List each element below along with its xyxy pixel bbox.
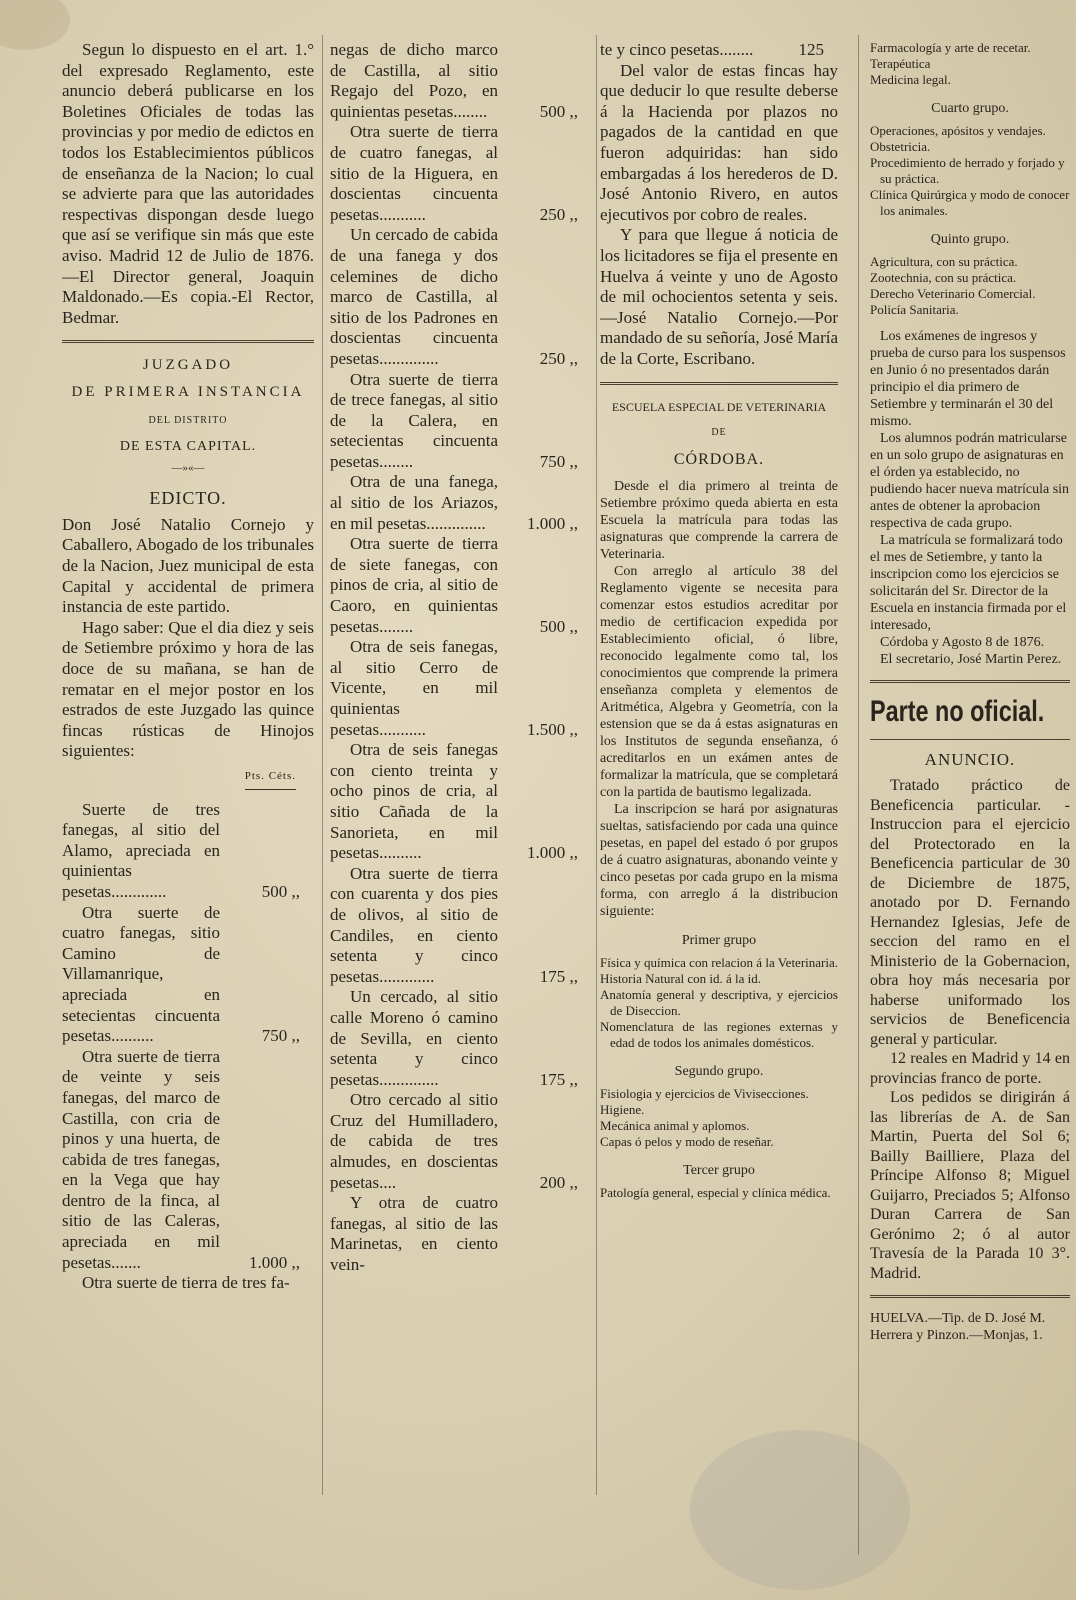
group-title: Primer grupo (681, 933, 757, 949)
section-divider (870, 680, 1070, 683)
column-rule (596, 35, 597, 1495)
enrollment-note: Los alumnos podrán matricularse en un solo grupo de asignaturas en el órden ya establecido, no pudiendo hacer nueva matrícula sin antes de obtener la aprobacion respectiva de cada grupo. (870, 431, 1070, 531)
lot-item: Otra suerte de tierra con cuarenta y dos pies de olivos, al sitio de Candiles, en ciento setenta y cinco pesetas............. 175 ,, (330, 863, 578, 986)
lot-item: Otra suerte de tierra de cuatro fanegas, al sitio de la Higuera, en doscientas cincuenta pesetas........... 250 ,, (330, 122, 578, 224)
school-heading: ESCUELA ESPECIAL DE VETERINARIA (611, 399, 827, 414)
lot-item: Otra de una fanega, al sitio de los Ariazos, en mil pesetas.............. 1.000 ,, (330, 472, 578, 533)
notice-signature: Y para que llegue á noticia de los licitadores se fija el presente en Huelva á veinte y uno de Agosto de mil ochocientos setenta y seis.—José Natalio Cornejo.—Por mandado de su señoría, José María de la Corte, Escribano. (600, 225, 838, 368)
group-title: Cuarto grupo. (931, 101, 1009, 116)
court-heading-2: DE PRIMERA INSTANCIA (71, 383, 305, 400)
school-notice-continued (870, 40, 1070, 668)
subject-item: Patología general, especial y clínica médica. (600, 1185, 831, 1201)
subject-item: Derecho Veterinario Comercial. (870, 286, 1036, 301)
section-divider (870, 1295, 1070, 1298)
column-1 (62, 40, 314, 1294)
paper-stain (0, 0, 70, 50)
subject-item: Fisiologia y ejercicios de Vivisecciones. (600, 1086, 809, 1102)
enrollment-period-note: La matrícula se formalizará todo el mes de Setiembre, y tanto la inscripcion como los ejercicios se solicitarán del Sr. Director de la Escuela en instancia firmada por el interesado, (870, 533, 1067, 633)
price-header: Pts. Céts. (62, 766, 314, 790)
subject-item: Procedimiento de herrado y forjado y su práctica. (870, 155, 1065, 186)
court-heading-3: DEL DISTRITO (148, 414, 228, 426)
section-title: Parte no oficial. (870, 695, 1045, 728)
subject-item: Medicina legal. (870, 72, 951, 87)
deduction-note: Del valor de estas fincas hay que deducir lo que resulte deberse á la Hacienda por plazos no pagados de la cantidad en que fueron adquiridas: han sido embargadas á los herederos de D. José Antonio Rivero, en autos ejecutivos por cobro de reales. (600, 60, 838, 224)
group-title: Segundo grupo. (674, 1064, 764, 1080)
subject-item: Operaciones, apósitos y vendajes. (870, 123, 1046, 138)
subject-item: Capas ó pelos y modo de reseñar. (600, 1134, 774, 1150)
lot-item: Un cercado, al sitio calle Moreno ó camino de Sevilla, en ciento setenta y cinco pesetas.............. 175 ,, (330, 987, 578, 1089)
subject-item: Terapéutica (870, 56, 931, 71)
divider (870, 739, 1070, 740)
lot-item: Otra de seis fanegas con ciento treinta y ocho pinos de cria, al sitio Cañada de la Sanorieta, en mil pesetas.......... 1.000 ,, (330, 740, 578, 863)
auction-notice: Hago saber: Que el dia diez y seis de Setiembre próximo y hora de las doce de su mañana, se han de rematar en el mejor postor en los estrados de este Juzgado las quince fincas rústicas de Hinojos siguientes: (62, 617, 314, 761)
school-notice: Desde el dia primero al treinta de Setiembre próximo queda abierta en esta Escuela la matrícula para todas las asignaturas que comprende la carrera de Veterinaria. Con arreglo al artículo 38 del Reglamento vigente se necesita para comenzar estos estudios acreditar por medio de certificacion expedida por Establecimiento oficial, ó libre, reconocido legalmente como tal, los conocimientos que comprende la primera enseñanza completa y elementos de Aritmética, Algebra y Geometría, con la estension que se da á estas asignaturas en los Institutos de segunda enseñanza, ó acreditarlos en un exámen antes de formalizar la matrícula, que se completará con la partida de bautismo legalizada. La inscripcion se hará por asignaturas sueltas, satisfaciendo por cada una quince pesetas, en papel del estado ó por grupos de á cuatro asignaturas, abonando veinte y cinco pesetas por cada grupo en la misma forma, con arreglo á la distribucion siguiente: Primer grupo Física y química con relacion á la Veterinaria. Historia Natural con id. á la id. Anatomía general y descriptiva, y ejercicios de Diseccion. Nomenclatura de las regiones externas y edad de todos los animales domésticos. Segundo grupo. Fisiologia y ejercicios de Vivisecciones. Higiene. Mecánica animal y aplomos. Capas ó pelos y modo de reseñar. Tercer grupo Patología general, especial y clínica médica. (600, 479, 838, 1201)
column-3 (600, 40, 838, 1201)
lot-item: negas de dicho marco de Castilla, al sitio Regajo del Pozo, en quinientas pesetas........ 500 ,, (330, 40, 578, 121)
lot-item-continued: Otra suerte de tierra de tres fa- (82, 1273, 290, 1293)
watermark-seal (690, 1430, 910, 1590)
subject-item: Nomenclatura de las regiones externas y edad de todos los animales domésticos. (600, 1019, 838, 1051)
signature-date: Córdoba y Agosto 8 de 1876. (880, 635, 1045, 650)
lot-item: Otra de seis fanegas, al sitio Cerro de Vicente, en mil quinientas pesetas........... 1.500 ,, (330, 637, 578, 739)
section-divider (600, 382, 838, 385)
exam-note: Los exámenes de ingresos y prueba de curso para los suspensos en Junio ó no presentados darán principio el dia primero de Setiembre y terminarán el 30 del mismo. (870, 329, 1066, 429)
edicto-title: EDICTO. (149, 488, 227, 509)
subject-item: Agricultura, con su práctica. (870, 254, 1018, 269)
subject-item: Policía Sanitaria. (870, 302, 959, 317)
group-title: Tercer grupo (683, 1163, 755, 1179)
subject-item: Farmacología y arte de recetar. (870, 40, 1031, 55)
lot-item: Otra suerte de tierra de veinte y seis fanegas, del marco de Castilla, con cria de pinos y una huerta, de cabida de tres fanegas, en la Vega que hay dentro de la finca, al sitio de las Caleras, apreciada en mil pesetas....... 1.000 ,, (62, 1046, 300, 1272)
subject-item: Zootechnia, con su práctica. (870, 270, 1017, 285)
subject-item: Obstetricia. (870, 139, 931, 154)
lot-item: Un cercado de cabida de una fanega y dos celemines de dicho marco de Castilla, al sitio de los Padrones en doscientas cincuenta pesetas.............. 250 ,, (330, 225, 578, 368)
lot-item: te y cinco pesetas........ 125 (600, 40, 824, 59)
column-2 (330, 40, 592, 1276)
school-heading-3: CÓRDOBA. (673, 450, 765, 468)
column-rule (858, 35, 859, 1555)
column-4 (870, 40, 1070, 1344)
advert-body: Tratado práctico de Beneficencia particular. -Instruccion para el ejercicio del Protectorado en la Beneficencia particular de 30 de Diciembre de 1875, anotado por D. Fernando Hernandez Iglesias, Jefe de seccion del ramo en el Ministerio de la Gobernacion, obra hoy más necesaria por haberse uniformado los servicios de Beneficencia general y particular. 12 reales en Madrid y 14 en provincias franco de porte. Los pedidos se dirigirán á las librerías de A. de San Martin, Puerta del Sol 6; Bailly Bailliere, Plaza del Príncipe Alfonso 8; Miguel Guijarro, Preciados 5; Alfonso Duran Carrera de San Gerónimo 2; ó al autor Travesía de la Parada 10 3°. Madrid. (870, 777, 1070, 1282)
subject-item: Historia Natural con id. á la id. (600, 971, 762, 987)
column-rule (322, 35, 323, 1495)
school-heading-2: DE (711, 427, 727, 439)
subject-item: Clínica Quirúrgica y modo de conocer los animales. (870, 187, 1070, 218)
lot-item: Y otra de cuatro fanegas, al sitio de las Marinetas, en ciento vein- (330, 1193, 498, 1275)
lot-item: Otra suerte de cuatro fanegas, sitio Camino de Villamanrique, apreciada en setecientas cincuenta pesetas.......... 750 ,, (62, 902, 300, 1046)
subject-item: Anatomía general y descriptiva, y ejercicios de Diseccion. (600, 987, 838, 1019)
lot-item: Suerte de tres fanegas, al sitio del Alamo, apreciada en quinientas pesetas............. 500 ,, (62, 799, 300, 901)
regulation-notice: Segun lo dispuesto en el art. 1.° del expresado Reglamento, este anuncio deberá publicarse en los Boletines Oficiales de todas las provincias y por medio de edictos en todos los Establecimientos públicos de enseñanza de la Nacion; lo cual se advierte para que las autoridades respectivas dispongan desde luego que así se verifique sin más que este aviso. Madrid 12 de Julio de 1876.—El Director general, Joaquin Maldonado.—Es copia.-El Rector, Bedmar. (62, 40, 314, 327)
section-divider (62, 340, 314, 343)
signature-name: El secretario, José Martin Perez. (880, 652, 1062, 667)
subject-item: Higiene. (600, 1102, 645, 1118)
advert-title: ANUNCIO. (924, 750, 1016, 769)
ornament: —»«— (171, 461, 205, 474)
printer-imprint: HUELVA.—Tip. de D. José M. Herrera y Pinzon.—Monjas, 1. (870, 1311, 1046, 1343)
lot-item: Otro cercado al sitio Cruz del Humilladero, de cabida de tres almudes, en doscientas pesetas.... 200 ,, (330, 1090, 578, 1192)
group-title: Quinto grupo. (930, 232, 1010, 247)
judge-intro: Don José Natalio Cornejo y Caballero, Abogado de los tribunales de la Nacion, Juez municipal de esta Capital y accidental de primera instancia de este partido. (62, 514, 314, 617)
subject-item: Mecánica animal y aplomos. (600, 1118, 750, 1134)
court-heading: JUZGADO (142, 357, 234, 374)
subject-item: Física y química con relacion á la Veterinaria. (600, 955, 838, 971)
lot-item: Otra suerte de tierra de siete fanegas, con pinos de cria, al sitio de Caoro, en quinientas pesetas........ 500 ,, (330, 534, 578, 636)
lot-item: Otra suerte de tierra de trece fanegas, al sitio de la Calera, en setecientas cincuenta pesetas........ 750 ,, (330, 369, 578, 471)
court-heading-4: DE ESTA CAPITAL. (119, 439, 257, 455)
